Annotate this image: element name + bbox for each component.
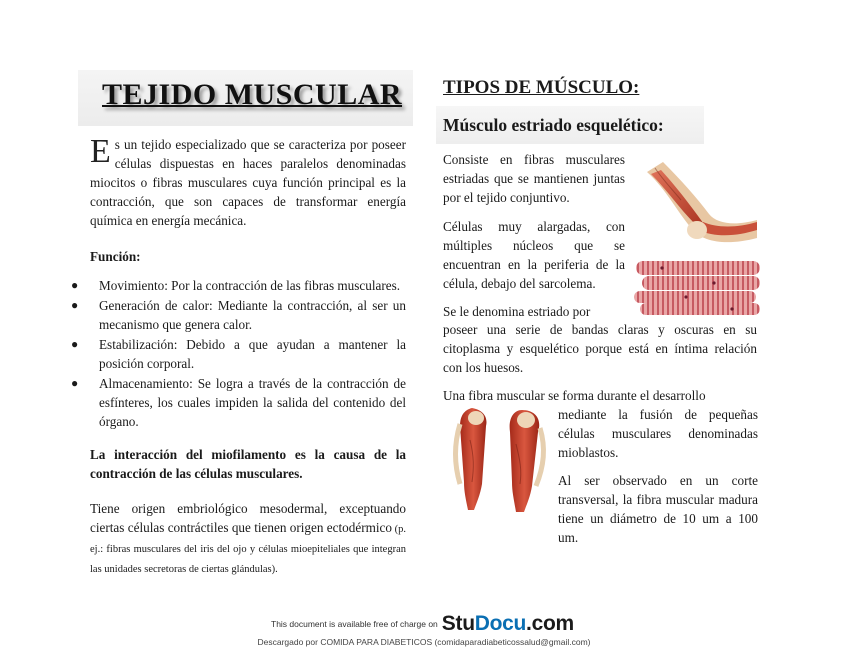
paragraph-fibras: Consiste en fibras musculares estriadas que se mantienen juntas por el tejido conjuntivo.	[443, 152, 625, 205]
origin-paragraph	[90, 499, 406, 578]
bullet-icon: ●	[71, 376, 79, 390]
arm-muscle-image	[637, 150, 759, 255]
left-column	[71, 133, 406, 578]
types-heading: TIPOS DE MÚSCULO:	[443, 77, 640, 98]
subtitle-banner	[436, 106, 704, 144]
origin-text: Tiene origen embriológico mesodermal, exceptuando ciertas células contráctiles que tienen origen ectodérmico	[90, 501, 406, 535]
arm-muscles-image	[446, 404, 556, 514]
section-subtitle: Músculo estriado esquelético:	[443, 115, 664, 135]
downloaded-by-text: Descargado por COMIDA PARA DIABETICOS (comidaparadiabeticossalud@gmail.com)	[257, 637, 591, 647]
bullet-icon: ●	[71, 337, 79, 351]
miofilamento-paragraph: La interacción del miofilamento es la causa de la contracción de las células musculares.	[90, 447, 406, 481]
page-title: TEJIDO MUSCULAR	[102, 78, 403, 111]
funcion-list	[71, 276, 406, 431]
paragraph-desarrollo-start: Una fibra muscular se forma durante el desarrollo	[443, 388, 706, 403]
list-item: ● Estabilización: Debido a que ayudan a mantener la posición corporal.	[71, 337, 406, 371]
paragraph-corte: Al ser observado en un corte transversal, la fibra muscular madura tiene un diámetro de 10 um a 100 um.	[558, 473, 758, 545]
list-item: ● Almacenamiento: Se logra a través de la contracción de esfínteres, los cuales impiden la salida del contenido del órgano.	[71, 376, 406, 429]
title-banner	[78, 70, 413, 126]
studocu-logo-link[interactable]: StuDocu.com	[441, 612, 574, 635]
list-item: ● Movimiento: Por la contracción de las fibras musculares.	[71, 278, 401, 293]
striated-fibers-image	[632, 257, 764, 317]
bullet-icon: ●	[71, 298, 79, 312]
list-item: ● Generación de calor: Mediante la contracción, al ser un mecanismo que genera calor.	[71, 298, 406, 332]
drop-cap: E	[90, 133, 111, 170]
paragraph-estriado-start: Se le denomina estriado por	[443, 304, 591, 319]
origin-note: (p. ej.: fibras musculares del iris del ojo y células mioepiteliales que integran las unidades secretoras de ciertas glándulas).	[90, 524, 406, 575]
bullet-icon: ●	[71, 278, 79, 292]
paragraph-celulas: Células muy alargadas, con múltiples núcleos que se encuentran en la periferia de la célula, debajo del sarcolema.	[443, 219, 625, 291]
studocu-footer	[271, 612, 574, 636]
paragraph-estriado-rest: poseer una serie de bandas claras y oscuras en su citoplasma y esquelético porque está en íntima relación con los huesos.	[443, 322, 757, 375]
availability-text: This document is available free of charge on	[271, 619, 438, 629]
intro-paragraph	[90, 135, 406, 230]
funcion-heading: Función:	[90, 249, 141, 264]
paragraph-desarrollo-rest: mediante la fusión de pequeñas células musculares denominadas mioblastos.	[558, 407, 758, 460]
intro-text: s un tejido especializado que se caracteriza por poseer células dispuestas en haces paralelos denominadas miocitos o fibras musculares cuya función principal es la contracción, que son capaces de transformar energía química en energía mecánica.	[90, 137, 406, 228]
